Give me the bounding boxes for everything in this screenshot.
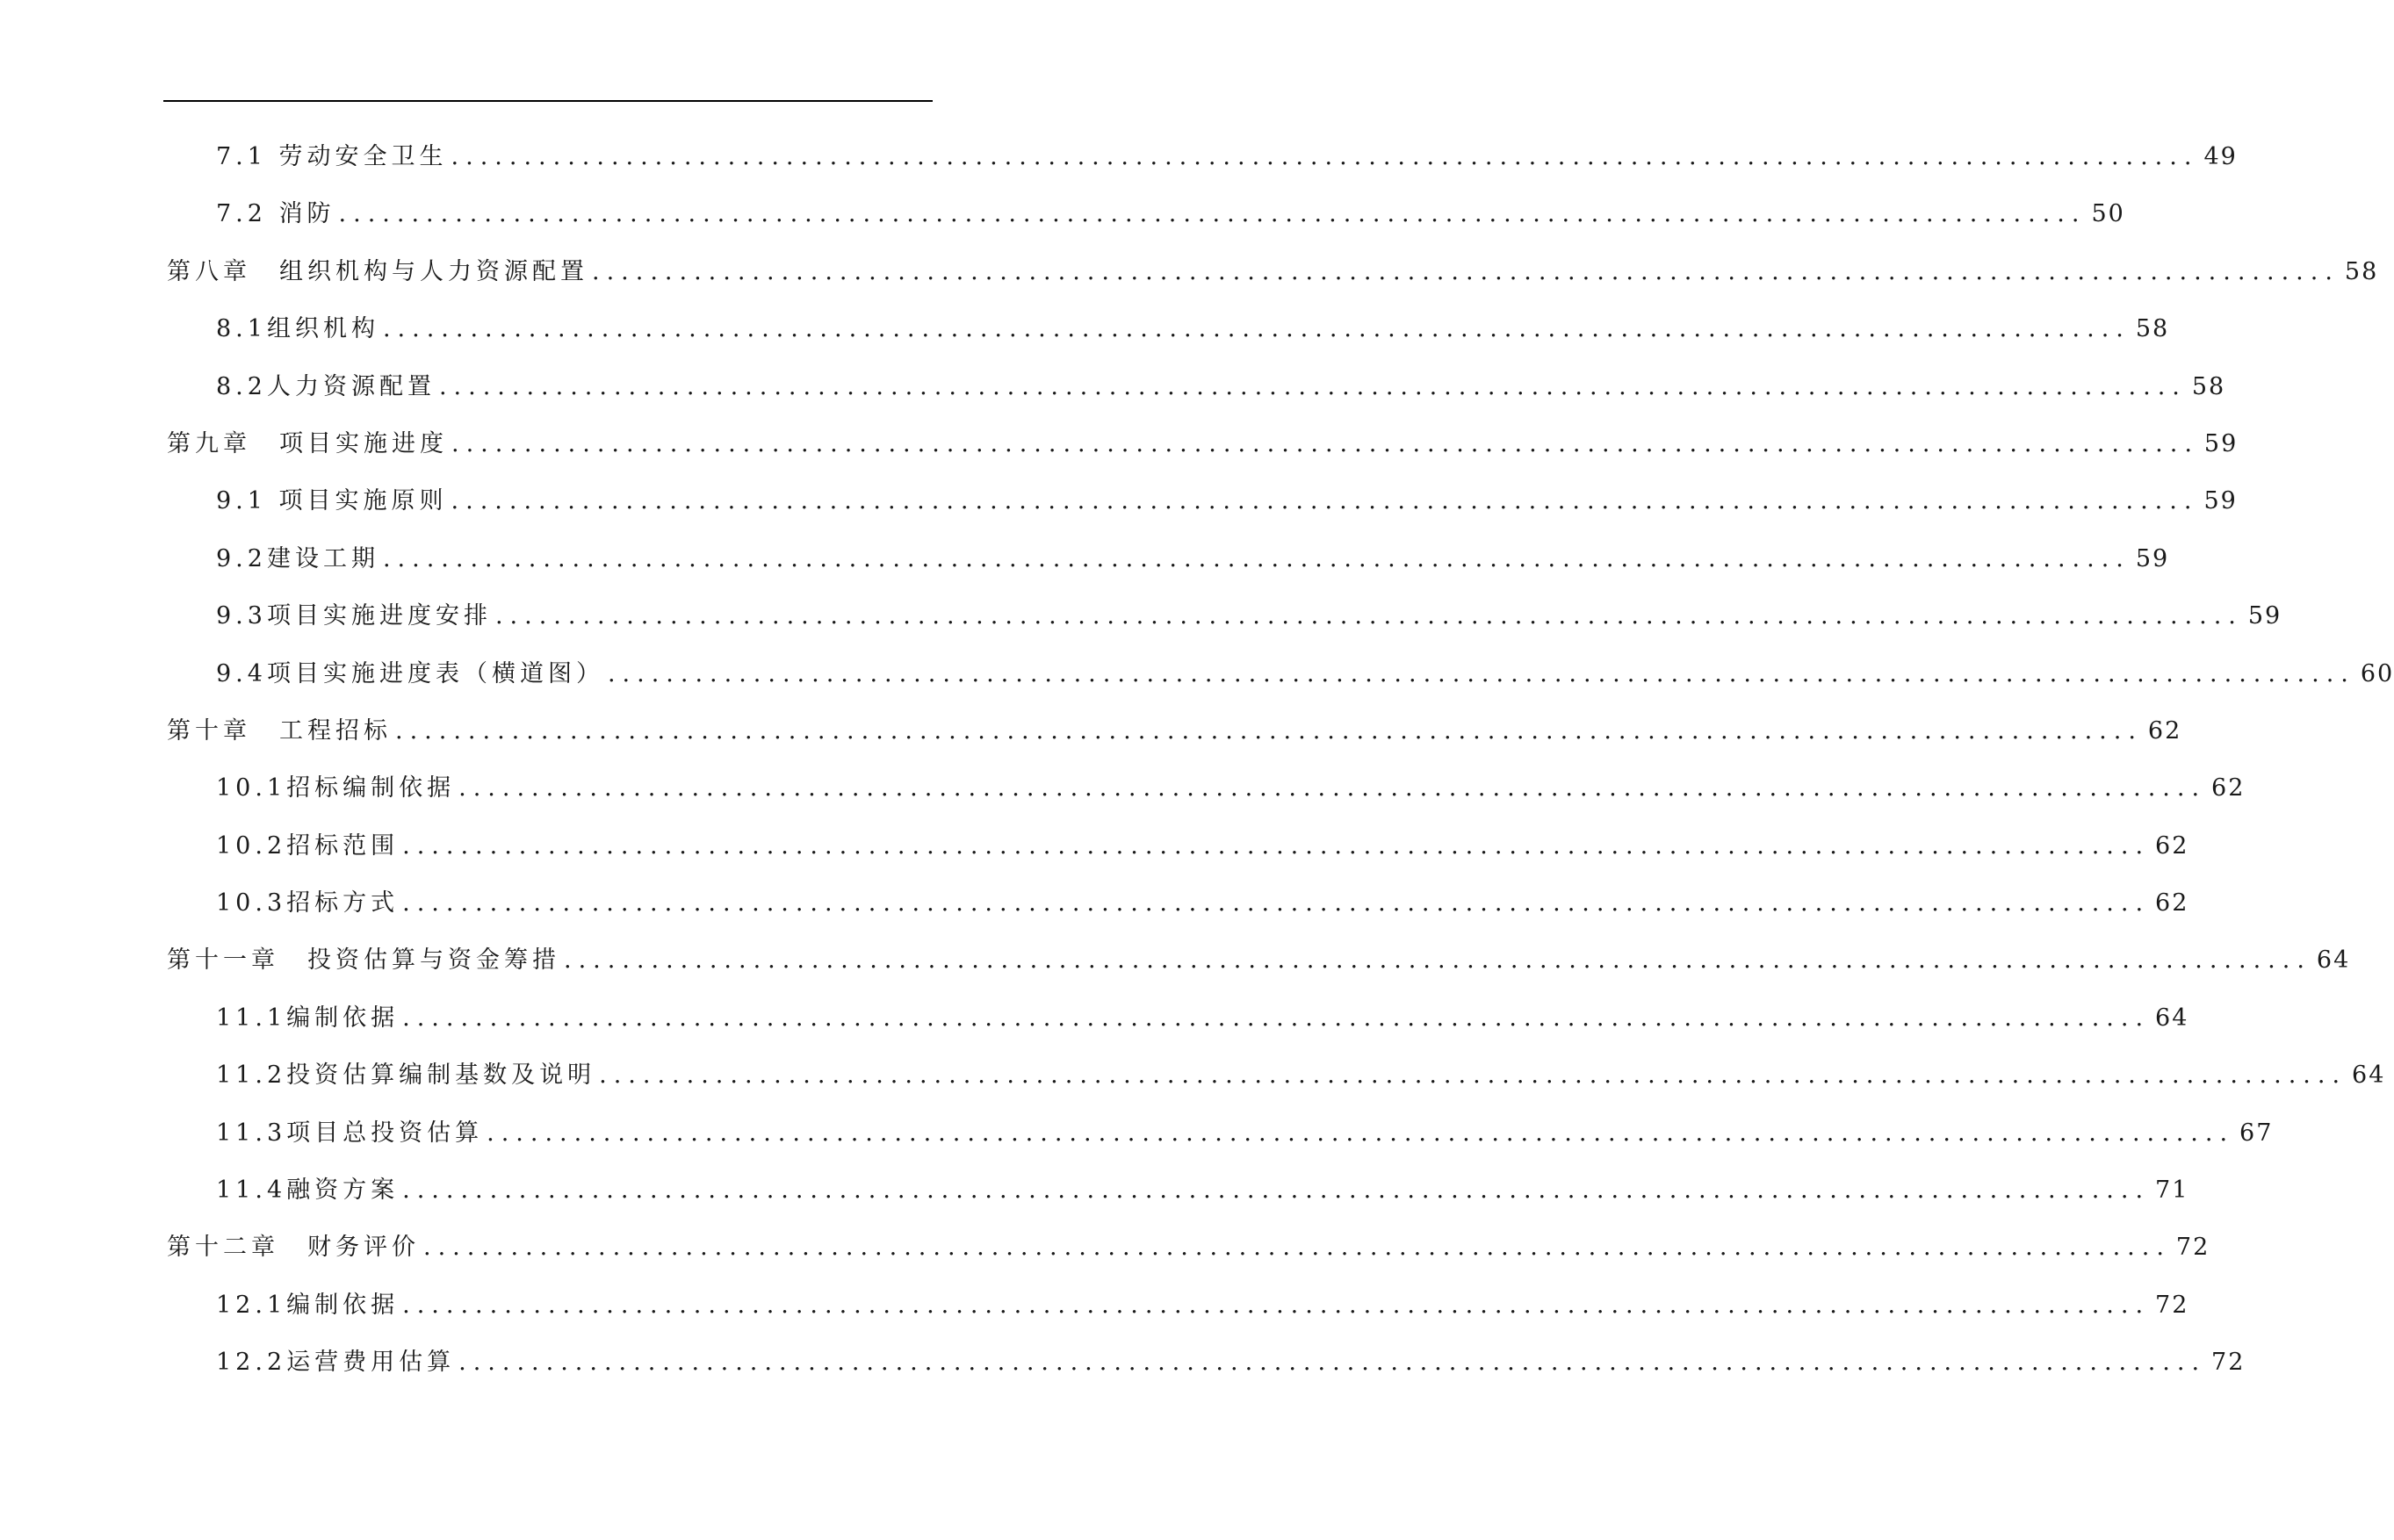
toc-entry-9-1[interactable] [167,472,2238,529]
toc-entry-7-2[interactable] [167,185,2125,242]
toc-entry-chapter-9[interactable] [167,415,2239,472]
toc-entry-label: 10.2招标范围 [216,831,400,860]
toc-leader-dots: ........................................................................................................................ [592,257,2340,285]
toc-entry-11-1[interactable] [167,989,2189,1047]
toc-entry-label: 12.2运营费用估算 [216,1349,456,1377]
toc-leader-dots: ........................................................................................................................ [458,1349,2207,1377]
toc-leader-dots: ........................................................................................................................ [451,487,2199,515]
toc-entry-chapter-8[interactable] [167,243,2379,300]
toc-entry-label: 9.2建设工期 [216,544,379,572]
toc-entry-page: 58 [2191,372,2226,400]
toc-entry-8-1[interactable] [167,300,2170,357]
toc-entry-page: 62 [2147,716,2182,745]
toc-leader-dots: ........................................................................................................................ [599,1061,2347,1090]
toc-leader-dots: ........................................................................................................................ [402,1177,2151,1205]
toc-entry-page: 64 [2352,1061,2386,1090]
toc-entry-9-4[interactable] [167,645,2394,702]
toc-entry-page: 72 [2155,1291,2189,1319]
toc-entry-page: 59 [2203,487,2238,515]
toc-entry-label: 第九章 项目实施进度 [167,429,448,457]
toc-entry-page: 58 [2135,315,2170,343]
header-rule [163,100,933,102]
toc-entry-label: 7.1 劳动安全卫生 [216,143,448,170]
toc-entry-11-4[interactable] [167,1162,2189,1219]
toc-entry-label: 7.2 消防 [216,200,335,228]
toc-entry-label: 11.4融资方案 [216,1177,400,1205]
toc-leader-dots: ........................................................................................................................ [402,1004,2151,1032]
toc-leader-dots: ........................................................................................................................ [402,889,2151,918]
toc-entry-10-3[interactable] [167,874,2189,932]
toc-entry-label: 10.3招标方式 [216,889,400,918]
toc-leader-dots: ........................................................................................................................ [402,1291,2151,1319]
toc-entry-chapter-10[interactable] [167,702,2182,759]
toc-entry-10-2[interactable] [167,817,2189,874]
toc-entry-page: 58 [2344,257,2379,285]
toc-leader-dots: ........................................................................................................................ [338,200,2087,228]
toc-entry-page: 59 [2247,602,2282,630]
toc-entry-label: 9.3项目实施进度安排 [216,602,492,630]
toc-entry-page: 50 [2091,200,2125,228]
toc-entry-label: 9.4项目实施进度表（横道图） [216,659,604,687]
toc-entry-label: 11.1编制依据 [216,1004,400,1032]
toc-entry-page: 72 [2211,1349,2246,1377]
toc-leader-dots: ........................................................................................................................ [607,659,2355,687]
toc-entry-page: 67 [2239,1119,2274,1147]
toc-entry-page: 60 [2360,659,2394,687]
toc-leader-dots: ........................................................................................................................ [564,946,2311,975]
toc-entry-12-1[interactable] [167,1277,2189,1334]
toc-entry-label: 11.2投资估算编制基数及说明 [216,1061,596,1090]
toc-entry-label: 12.1编制依据 [216,1291,400,1319]
toc-entry-label: 第十一章 投资估算与资金筹措 [167,946,560,975]
toc-entry-page: 49 [2203,143,2238,170]
toc-leader-dots: ........................................................................................................................ [382,315,2131,343]
toc-entry-label: 8.1组织机构 [216,315,379,343]
toc-leader-dots: ........................................................................................................................ [382,544,2131,572]
toc-entry-10-1[interactable] [167,759,2246,817]
toc-leader-dots: ........................................................................................................................ [438,372,2187,400]
toc-entry-page: 64 [2155,1004,2189,1032]
toc-entry-11-2[interactable] [167,1047,2386,1104]
toc-entry-9-2[interactable] [167,530,2170,587]
toc-entry-label: 8.2人力资源配置 [216,372,436,400]
toc-entry-page: 59 [2135,544,2170,572]
table-of-contents [167,128,2394,1392]
toc-entry-label: 9.1 项目实施原则 [216,487,448,515]
toc-entry-8-2[interactable] [167,358,2226,415]
toc-leader-dots: ........................................................................................................................ [402,831,2151,860]
toc-leader-dots: ........................................................................................................................ [451,429,2199,457]
toc-entry-page: 64 [2316,946,2351,975]
toc-entry-label: 10.1招标编制依据 [216,774,456,802]
toc-leader-dots: ........................................................................................................................ [423,1234,2171,1262]
toc-entry-label: 第八章 组织机构与人力资源配置 [167,257,588,285]
toc-entry-page: 71 [2155,1177,2189,1205]
toc-entry-9-3[interactable] [167,587,2282,644]
toc-entry-chapter-11[interactable] [167,932,2351,989]
toc-entry-11-3[interactable] [167,1105,2274,1162]
toc-entry-page: 62 [2155,889,2189,918]
toc-leader-dots: ........................................................................................................................ [458,774,2207,802]
toc-entry-12-2[interactable] [167,1334,2246,1391]
toc-entry-page: 72 [2175,1234,2210,1262]
toc-entry-page: 59 [2203,429,2239,457]
toc-leader-dots: ........................................................................................................................ [395,716,2143,745]
toc-entry-label: 11.3项目总投资估算 [216,1119,484,1147]
toc-entry-7-1[interactable] [167,128,2238,185]
toc-leader-dots: ........................................................................................................................ [487,1119,2235,1147]
toc-entry-label: 第十章 工程招标 [167,716,392,745]
toc-leader-dots: ........................................................................................................................ [451,143,2199,170]
toc-entry-page: 62 [2211,774,2246,802]
toc-leader-dots: ........................................................................................................................ [494,602,2243,630]
toc-entry-page: 62 [2155,831,2189,860]
toc-entry-chapter-12[interactable] [167,1219,2210,1276]
toc-entry-label: 第十二章 财务评价 [167,1234,420,1262]
